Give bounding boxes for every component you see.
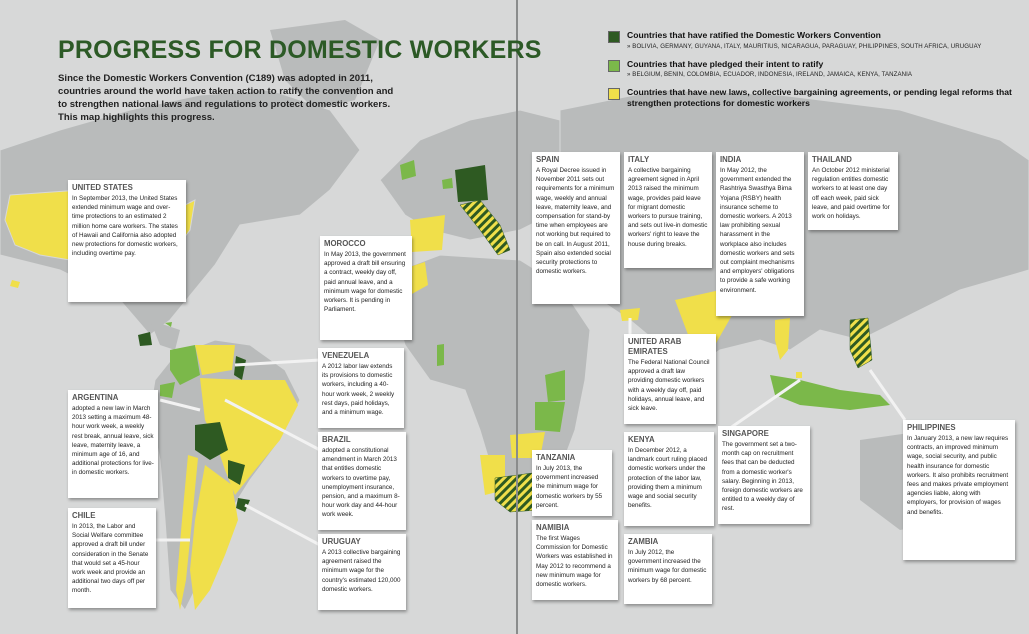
country-benin — [437, 344, 444, 366]
card-text: The Federal National Council approved a draft law providing domestic workers with a weekly day off, paid holidays, annual leave, and sick leave. — [628, 359, 710, 413]
card-title: PHILIPPINES — [907, 423, 956, 432]
card-text: A 2012 labor law extends its provisions to domestic workers, including a 40-hour work week, 2 weekly rest days, paid holidays, and a minimum wage. — [322, 363, 395, 417]
card-title: ITALY — [628, 155, 650, 164]
card-title: SINGAPORE — [722, 429, 769, 438]
card-spain — [532, 152, 620, 304]
card-namibia — [532, 520, 618, 600]
legend-label: Countries that have pledged their intent to ratify — [627, 58, 824, 69]
card-thailand — [808, 152, 898, 230]
card-title: UNITED ARAB EMIRATES — [628, 337, 682, 356]
card-text: In 2013, the Labor and Social Welfare committee approved a draft bill under consideration in the Senate that would set a 45-hour work week and provide an additional two days off per month. — [72, 523, 149, 595]
intro-text: Since the Domestic Workers Convention (C189) was adopted in 2011, countries around the world have taken action to ratify the convention and to strengthen national laws and regulations to protect domestic workers. This map highlights this progress. — [58, 73, 394, 123]
card-title: ARGENTINA — [72, 393, 119, 402]
card-title: INDIA — [720, 155, 742, 164]
legend-country-list: » BELGIUM, BENIN, COLOMBIA, ECUADOR, INDONESIA, IRELAND, JAMAICA, KENYA, TANZANIA — [627, 71, 913, 78]
card-text: A 2013 collective bargaining agreement raised the minimum wage for the country's estimated 120,000 domestic workers. — [322, 549, 401, 593]
card-text: In May 2013, the government approved a draft bill ensuring a contract, weekly day off, paid annual leave, and a minimum wage for domestic workers. It is pending in Parliament. — [324, 251, 406, 314]
card-uruguay — [318, 534, 406, 610]
card-title: UNITED STATES — [72, 183, 133, 192]
legend-label: Countries that have new laws, collective bargaining agreements, or pending legal reforms that strengthen protections for domestic workers — [627, 87, 1012, 108]
legend-swatch-reforms — [608, 88, 620, 100]
card-text: adopted a constitutional amendment in March 2013 that entitles domestic workers to overtime pay, unemployment insurance, pension, and a maximum 8-hour work day and 44-hour work week. — [322, 447, 400, 519]
card-zambia — [624, 534, 712, 604]
card-uae — [624, 334, 716, 424]
card-kenya — [624, 432, 714, 526]
country-kenya — [545, 370, 565, 402]
card-text: An October 2012 ministerial regulation entitles domestic workers to at least one day off each week, paid sick leave, and paid overtime for work on holidays. — [812, 167, 890, 221]
legend-country-list: » BOLIVIA, GERMANY, GUYANA, ITALY, MAURITIUS, NICARAGUA, PARAGUAY, PHILIPPINES, SOUTH AFRICA, URUGUAY — [627, 42, 982, 50]
card-united-states — [68, 180, 186, 302]
page-title: PROGRESS FOR DOMESTIC WORKERS — [58, 36, 542, 64]
country-venezuela — [195, 345, 235, 375]
card-title: VENEZUELA — [322, 351, 370, 360]
card-morocco — [320, 236, 412, 340]
country-spain — [410, 215, 445, 252]
card-brazil — [318, 432, 406, 530]
card-title: ZAMBIA — [628, 537, 659, 546]
card-india — [716, 152, 804, 316]
card-chile — [68, 508, 156, 608]
legend — [608, 30, 1018, 117]
card-text: In May 2012, the government extended the Rashtriya Swasthya Bima Yojana (RSBY) health insurance scheme to domestic workers. A 2013 law prohibiting sexual harassment in the workplace also includes domestic workers and sets out complaint mechanisms and employers' obligations to provide a safe working environment. — [720, 167, 795, 294]
card-title: TANZANIA — [536, 453, 576, 462]
card-text: In January 2013, a new law requires contracts, an improved minimum wage, social security, and public health insurance for domestic workers. It also prohibits recruitment fees and makes private employment agencies liable, along with employers, for provision of wages and benefits. — [907, 435, 1009, 516]
legend-item-ratified — [608, 30, 1018, 50]
country-tanzania — [535, 402, 565, 432]
card-venezuela — [318, 348, 404, 428]
card-title: NAMIBIA — [536, 523, 570, 532]
card-singapore — [718, 426, 810, 524]
legend-label: Countries that have ratified the Domestic Workers Convention — [627, 30, 881, 40]
card-title: CHILE — [72, 511, 96, 520]
legend-item-reforms — [608, 87, 1018, 108]
card-title: KENYA — [628, 435, 655, 444]
card-title: URUGUAY — [322, 537, 361, 546]
card-text: The government set a two-month cap on recruitment fees that can be deducted from a domestic worker's salary. Beginning in 2013, foreign domestic workers are entitled to a weekly day of rest. — [722, 441, 803, 513]
card-text: The first Wages Commission for Domestic Workers was established in May 2012 to recommend a new minimum wage for domestic workers. — [536, 535, 613, 589]
card-text: adopted a new law in March 2013 setting a maximum 48-hour work week, a weekly rest break, annual leave, sick leave, maternity leave, a minimum age of 16, and additional protections for live-in domestic workers. — [72, 405, 154, 477]
card-argentina — [68, 390, 158, 498]
legend-swatch-ratified — [608, 31, 620, 43]
legend-swatch-pledged — [608, 60, 620, 72]
card-title: MOROCCO — [324, 239, 366, 248]
card-philippines — [903, 420, 1015, 560]
country-singapore — [796, 372, 802, 378]
card-title: BRAZIL — [322, 435, 351, 444]
country-germany — [455, 165, 488, 202]
card-italy — [624, 152, 712, 268]
card-tanzania — [532, 450, 612, 516]
card-title: SPAIN — [536, 155, 560, 164]
card-title: THAILAND — [812, 155, 852, 164]
card-text: A collective bargaining agreement signed in April 2013 raised the minimum wage, provides paid leave for migrant domestic workers to pursue training, and sets out live-in domestic workers' right to leave the house during breaks. — [628, 167, 708, 248]
card-text: In September 2013, the United States extended minimum wage and over-time protections to an estimated 2 million home care workers. The states of Hawaii and California also adopted new protections for domestic workers, including overtime pay. — [72, 195, 178, 258]
page-fold — [516, 0, 518, 634]
card-text: In December 2012, a landmark court ruling placed domestic workers under the protection of the labor law, providing them a minimum wage and social security benefits. — [628, 447, 708, 510]
card-text: In July 2012, the government increased the minimum wage for domestic workers by 68 percent. — [628, 549, 707, 584]
card-text: In July 2013, the government increased the minimum wage for domestic workers by 55 percent. — [536, 465, 603, 509]
card-text: A Royal Decree issued in November 2011 sets out requirements for a minimum wage, weekly and annual leave, maternity leave, and compensation for stand-by time when employees are not working but required to be on call. In August 2011, Spain also extended social security protections to domestic workers. — [536, 167, 615, 276]
legend-item-pledged — [608, 59, 1018, 79]
